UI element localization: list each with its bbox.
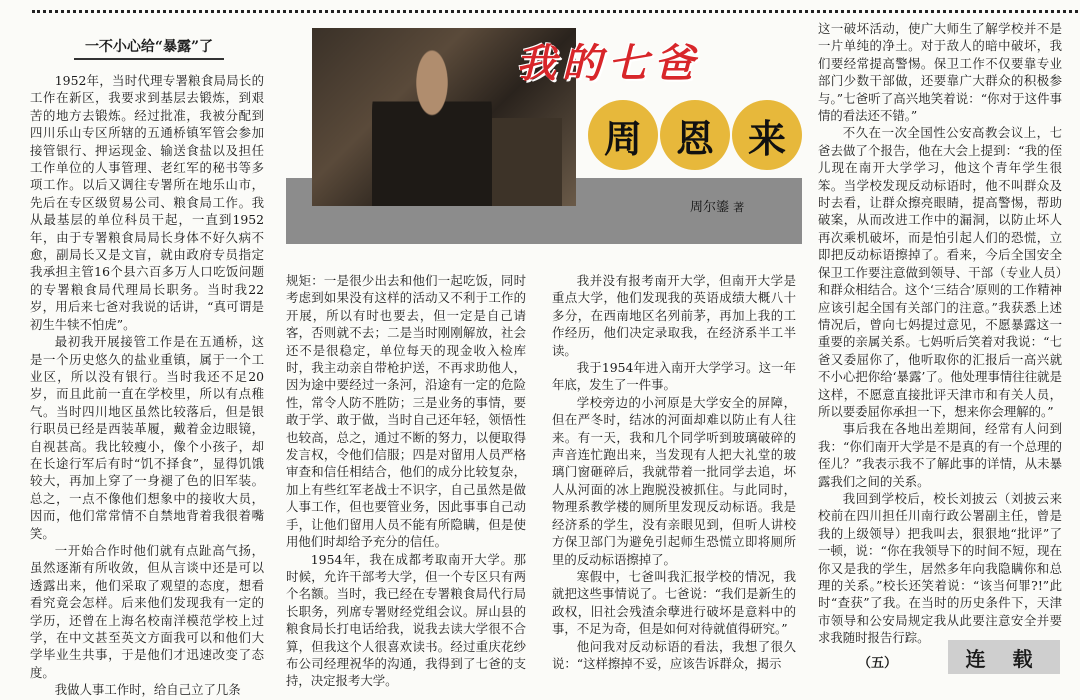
column-1 (30, 72, 264, 698)
paragraph: 1952年，当时代理专署粮食局局长的工作在新区，我要求到基层去锻炼，到艰苦的地方去锻炼。经过批准，我被分配到四川乐山专区所辖的五通桥镇军管会参加接管银行、押运现金、输送食盐以及担任工作单位的人事管理、老红军的秘书等多项工作。以后又调往专署所在地乐山市，先后在专区级贸易公司、粮食局工作。我从最基层的单位科员干起，一直到1952年，由于专署粮食局局长身体不好久病不愈，副局长又是文盲，就由政府专员指定我承担主管16个县六百多万人口吃饭问题的专署粮食局代理局长职务。当时我22岁，用后来七爸对我说的话讲，“真可谓是初生牛犊不怕虎”。 (30, 73, 264, 332)
portrait-chair (492, 118, 562, 206)
paragraph: 我做人事工作时，给自己立了几条 (54, 682, 241, 698)
dotted-top-border (32, 10, 1078, 13)
paragraph: 最初我开展接管工作是在五通桥，这是一个历史悠久的盐业重镇，属于一个工业区，所以没有银行。当时我还不足20岁，而且此前一直在学校里，所以有点稚气。当时四川地区虽然比较落后，但是银行职员已经是西装革履，戴着金边眼镜，自视甚高。我比较瘦小，像个小孩子，却在长途行军后有时“饥不择食”，显得饥饿较大，再加上穿了一身褪了色的旧军装。总之，一点不像他们想象中的接收大员，因而，他们常常情不自禁地背着我很着嘴笑。 (30, 334, 264, 541)
paragraph: 寒假中，七爸叫我汇报学校的情况，我就把这些事情说了。七爸说：“我们是新生的政权，旧社会残渣余孽进行破坏是意料中的事，不足为奇，但是如何对待就值得研究。” (552, 568, 796, 637)
paragraph: 这一破坏活动，使广大师生了解学校并不是一片单纯的净土。对于敌人的暗中破坏，我们要经常提高警惕。保卫工作不仅要靠专业部门少数干部做，还要靠广大群众的积极参与。”七爸听了高兴地笑着说：“你对于这件事情的看法还不错。” (818, 21, 1062, 124)
header-banner (286, 20, 802, 266)
page-number: （五） (858, 656, 898, 671)
portrait-figure (372, 48, 492, 206)
paragraph: 我回到学校后，校长刘披云（刘披云来校前在四川担任川南行政公署副主任，曾是我的上级领导）把我叫去，狠狠地“批评”了一顿，说：“你在我领导下的时间不短，现在你又是我的学生，居然多年向我隐瞒你和总理的关系。”校长还笑着说：“该当何罪?!”此时“查获”了我。在当时的历史条件下，天津市领导和公安局规定我从此要注意安全并要求我随时报告行踪。 (818, 490, 1062, 646)
paragraph: 我并没有报考南开大学，但南开大学是重点大学，他们发现我的英语成绩大概八十多分，在西南地区名列前茅，再加上我的工作经历，他们决定录取我，在经济系半工半读。 (552, 273, 796, 358)
name-char-3: 来 (732, 100, 802, 170)
paragraph: 他问我对反动标语的看法，我想了很久说：“这样擦掉不妥，应该告诉群众，揭示 (552, 638, 796, 671)
article-title: 我的七爸 (516, 40, 700, 87)
paragraph: 1954年，我在成都考取南开大学。那时候，允许干部考大学，但一个专区只有两个名额。当时，我已经在专署粮食局代行局长职务，列席专署财经党组会议。屏山县的粮食局长打电话给我，说我去读大学很不合算，但我这个人很喜欢读书。经过重庆花纱布公司经理祝华的沟通，我得到了七爸的支持，决定报考大学。 (286, 551, 526, 689)
paragraph: 事后我在各地出差期间，经常有人问到我：“你们南开大学是不是真的有一个总理的侄儿？”我表示我不了解此事的详情，从未暴露我们之间的关系。 (818, 421, 1062, 489)
column-4 (818, 20, 1062, 646)
author-name: 周尔鎏 (690, 200, 730, 215)
author-suffix: 著 (733, 201, 745, 214)
column-3 (552, 272, 796, 672)
name-char-2: 恩 (660, 100, 730, 170)
paragraph: 不久在一次全国性公安高教会议上，七爸去做了个报告，他在大会上提到：“我的侄儿现在南开大学学习，他这个青年学生很笨。当学校发现反动标语时，他不叫群众及时去看，让群众擦亮眼睛，提高警惕，帮助破案，从而改进工作中的漏洞，以防止坏人再次乘机破坏，而是怕引起人们的恐慌，立即把反动标语擦掉了。看来，今后全国安全保卫工作要注意做到领导、干部（专业人员）和群众相结合。这个‘三结合’原则的工作精神应该引起全国有关部门的注意。”我获悉上述情况后，曾向七妈提过意见，不愿暴露这一重要的亲属关系。七妈听后笑着对我说：“七爸又委屈你了，他听取你的汇报后一高兴就不小心把你给‘暴露’了。他处理事情往往就是这样，不愿意直接批评天津市和有关人员，所以要委屈你承担一下，想来你会理解的。” (818, 125, 1062, 419)
paragraph: 规矩：一是很少出去和他们一起吃饭，同时考虑到如果没有这样的活动又不利于工作的开展，所以有时也要去，但一定是自己请客，否则就不去；二是当时刚刚解放，社会还不是很稳定，单位每天的现金收入检库时，我主动亲自带枪护送，不再求助他人，因为途中要经过一条河，沿途有一定的危险性，常令人防不胜防；三是业务的事情，要敢于学、敢于做，当时自己还年轻，领悟性也较高，总之，通过不断的努力，以便取得发言权，令他们信服；四是对留用人员严格审查和信任相结合，他们的成分比较复杂，加上有些红军老战士不识字，自己虽然是做人事工作，但也要管业务，因此事事自己动手，让他们留用人员不能有所隐瞒，但是使用他们时却给予充分的信任。 (286, 273, 526, 550)
name-char-1: 周 (588, 100, 658, 170)
serial-label: 连 载 (948, 640, 1060, 674)
column-2 (286, 272, 526, 689)
paragraph: 学校旁边的小河原是大学安全的屏障，但在严冬时，结冰的河面却难以防止有人往来。有一天，我和几个同学听到玻璃破碎的声音连忙跑出来，当发现有人把大礼堂的玻璃门窗砸碎后，我就带着一批同学去追，坏人从河面的冰上跑脱没被抓住。与此同时，物理系教学楼的厕所里发现反动标语。我是经济系的学生，没有亲眼见到，但听人讲校方保卫部门为避免引起师生恐慌立即将厕所里的反动标语擦掉了。 (552, 394, 796, 567)
paragraph: 我于1954年进入南开大学学习。这一年年底，发生了一件事。 (552, 360, 796, 393)
paragraph: 一开始合作时他们就有点趾高气扬，虽然逐渐有所收敛，但从言谈中还是可以透露出来，他们采取了观望的态度，想看看究竟会怎样。后来他们发现我有一定的学历，还曾在上海名校南洋模范学校上过学，在中文甚至英文方面我可以和他们大学毕业生共事，于是他们才迅速改变了态度。 (30, 542, 264, 680)
author-line (690, 196, 744, 215)
section-subtitle: 一不小心给“暴露”了 (74, 36, 224, 60)
